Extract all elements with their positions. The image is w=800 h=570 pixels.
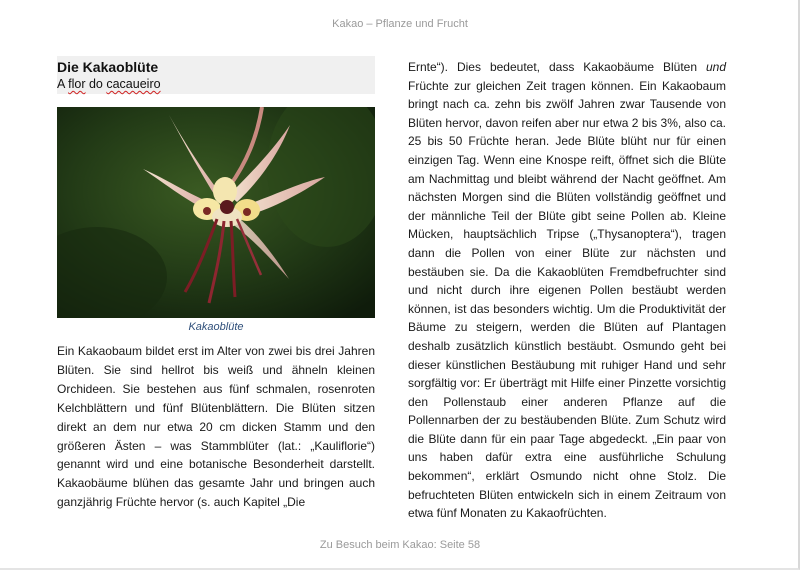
text-run: Ernte“). Dies bedeutet, dass Kakaobäume Blüten: [408, 60, 706, 74]
subtitle-word: do: [85, 77, 107, 91]
text-run: Früchte zur gleichen Zeit tragen können. Ein Kakaobaum bringt nach ca. zehn bis zwölf Jahren zwar Tausende von Blüten hervor, davon reifen aber nur etwa 2 bis 3%, also ca. 25 bis 50 Früchte heran. Jede Blüte blüht nur für einen einzigen Tag. Wenn eine Knospe reift, öffnet sich die Blüte am Nachmittag und bleibt während der Nacht geöffnet. Am nächsten Morgen sind die Blüten vollständig geöffnet und der männliche Teil der Blüte gibt seine Pollen ab. Kleine Mücken, hauptsächlich Tripse („Thysanoptera“), tragen dann die Pollen von einer Blüte zur nächsten und bestäuben sie. Da die Kakaoblüten Fremdbefruchter sind und nicht durch ihre eigenen Pollen bestäubt werden können, ist das besonders wichtig. Um die Produktivität der Bäume zu steigern, werden die Blüten auf Plantagen deshalb zusätzlich künstlich bestäubt. Osmundo geht bei dieser künstlichen Bestäubung mit ruhiger Hand und sehr sorgfältig vor: Er überträgt mit Hilfe einer Pinzette vorsichtig den Pollenstaub einer anderen Pflanze auf die Pollennarben der zu bestäubenden Blüte. Zum Schutz wird die Blüte dann für ein paar Tage abgedeckt. „Ein paar von uns haben dafür extra eine ausführliche Schulung bekommen“, erklärt Osmundo nicht ohne Stolz. Die befruchteten Blüten entwickeln sich in einem Zeitraum von etwa fünf Monaten zu Kakaofrüchten.: [408, 78, 726, 521]
paragraph: [408, 58, 726, 523]
right-column: [408, 58, 726, 523]
paragraph: Ein Kakaobaum bildet erst im Alter von zwei bis drei Jahren Blüten. Sie sind hellrot bis weiß und ähneln kleinen Orchideen. Sie bestehen aus fünf schmalen, rosenroten Kelchblättern und fünf Blütenblättern. Die Blüten sitzen direkt an dem nur etwa 20 cm dicken Stamm und den größeren Ästen – was Stammblüter (lat.: „Kauliflorie“) genannt wird und eine botanische Besonderheit darstellt. Kakaobäume blühen das gesamte Jahr und bringen auch ganzjährig Früchte hervor (s. auch Kapitel „Die: [57, 344, 375, 510]
emphasis: und: [705, 60, 726, 74]
left-column: [57, 56, 375, 512]
subtitle-word-cacaueiro: cacaueiro: [106, 77, 161, 91]
cocoa-flower-photo: [57, 107, 375, 318]
subtitle-word: A: [57, 77, 69, 91]
page-footer: Zu Besuch beim Kakao: Seite 58: [319, 539, 481, 551]
figure-caption: Kakaoblüte: [188, 321, 244, 333]
running-header: Kakao – Pflanze und Frucht: [332, 18, 468, 30]
section-title: Die Kakaoblüte: [57, 59, 159, 75]
subtitle-word-flor: flor: [68, 77, 86, 91]
section-heading-box: [57, 56, 375, 94]
section-subtitle: [57, 76, 375, 92]
body-text-left: [57, 342, 375, 512]
